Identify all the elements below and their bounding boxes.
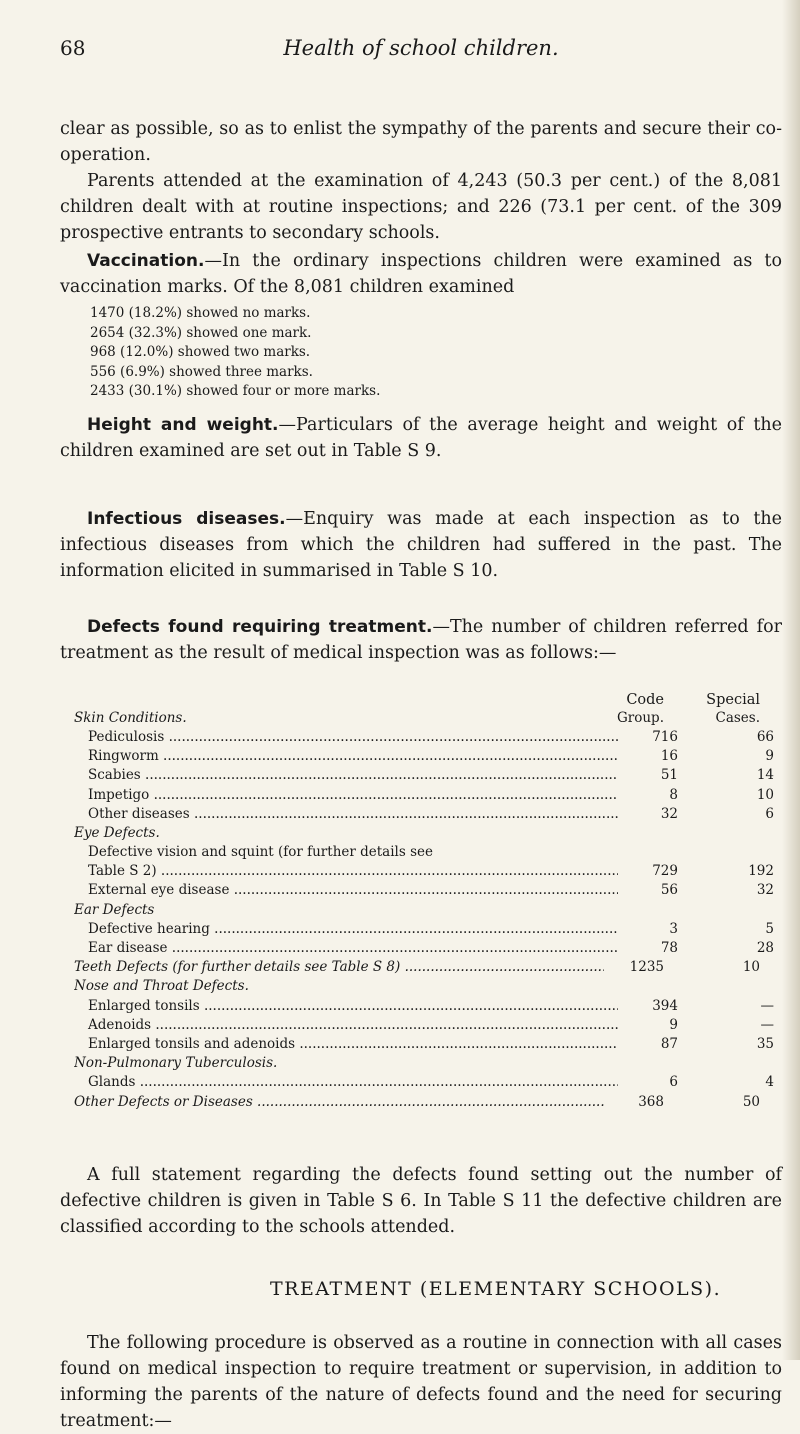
code-group-value: 716: [652, 728, 678, 745]
list-item: 968 (12.0%) showed two marks.: [90, 344, 311, 360]
row-label: Ringworm .....: [74, 748, 618, 764]
height-weight-heading: Height and weight.: [87, 415, 279, 435]
table-row: [74, 958, 782, 977]
special-cases-value: —: [760, 997, 774, 1014]
special-cases-value: —: [760, 1016, 774, 1033]
paragraph-procedure: The following procedure is observed as a routine in connection with all cases found on medical inspection to require treatment or supervision, in addition to informing the parents of the nature of defects found and the need for securing treatment:—: [60, 1333, 782, 1431]
paragraph-vaccination: [60, 248, 782, 300]
paragraph-infectious: [60, 506, 782, 584]
table-row: [74, 747, 782, 766]
defects-heading: Defects found requiring treatment.: [87, 617, 433, 637]
code-group-value: 8: [669, 786, 678, 803]
vaccination-heading: Vaccination.: [87, 251, 205, 271]
table-row: [74, 862, 782, 881]
special-cases-value: 35: [756, 1035, 774, 1052]
table-row: [74, 938, 782, 957]
page-header: [60, 36, 782, 70]
paragraph-parents: Parents attended at the examination of 4,243 (50.3 per cent.) of the 8,081 children dealt with at routine inspections; and 226 (73.1 per cent. of the 309 prospective entrants to secondary schools.: [60, 171, 782, 243]
paragraph-intro-end: clear as possible, so as to enlist the sympathy of the parents and secure their co-operation.: [60, 119, 782, 165]
row-label: Other Defects or Diseases .....: [74, 1094, 604, 1110]
column-header-group: Group.: [617, 709, 664, 726]
row-label: Teeth Defects (for further details see Table S 8) .....: [74, 959, 604, 975]
code-group-value: 6: [669, 1074, 678, 1091]
table-row: [74, 1015, 782, 1034]
code-group-value: 394: [652, 997, 678, 1014]
row-label: Table S 2) .....: [74, 863, 618, 879]
row-label: Ear Defects: [74, 901, 155, 918]
table-row: [74, 996, 782, 1015]
row-label: Enlarged tonsils and adenoids .....: [74, 1036, 618, 1052]
row-label: Eye Defects.: [74, 824, 160, 841]
row-label: Adenoids .....: [74, 1017, 618, 1033]
code-group-value: 9: [669, 1016, 678, 1033]
table-row: [74, 1073, 782, 1092]
row-label: Enlarged tonsils .....: [74, 998, 618, 1014]
table-row: [74, 1054, 782, 1073]
row-label: Pediculosis .....: [74, 729, 618, 745]
special-cases-value: 50: [742, 1093, 760, 1110]
code-group-value: 368: [638, 1093, 664, 1110]
page-edge-shadow: [782, 0, 800, 1360]
code-group-value: 87: [660, 1035, 678, 1052]
row-label: Glands .....: [74, 1074, 618, 1090]
vaccination-text: —In the ordinary inspections children were examined as to vaccination marks. Of the 8,081 children examined: [60, 251, 782, 297]
paragraph-height-weight: [60, 412, 782, 464]
height-weight-text: —Particulars of the average height and weight of the children examined are set out in Table S 9.: [60, 415, 783, 461]
row-label: Defective vision and squint (for further details see: [88, 844, 433, 861]
code-group-value: 1235: [629, 959, 664, 976]
code-group-value: 78: [660, 940, 678, 957]
special-cases-value: 32: [756, 882, 774, 899]
column-header-cases: Cases.: [715, 709, 760, 726]
column-header-special: Special: [706, 691, 760, 708]
row-label: Scabies .....: [74, 767, 618, 783]
table-row: [74, 804, 782, 823]
paragraph-defects-intro: [60, 614, 782, 666]
row-label: Non-Pulmonary Tuberculosis.: [74, 1055, 278, 1072]
running-title: Health of school children.: [283, 36, 559, 60]
list-item: 2654 (32.3%) showed one mark.: [90, 324, 312, 341]
table-row: [74, 727, 782, 746]
special-cases-value: 5: [765, 920, 774, 937]
treatment-heading: TREATMENT (ELEMENTARY SCHOOLS).: [270, 1278, 722, 1300]
row-label: Ear disease .....: [74, 940, 618, 956]
special-cases-value: 10: [742, 959, 760, 976]
table-row: [74, 766, 782, 785]
special-cases-value: 4: [765, 1074, 774, 1091]
table-row: [74, 977, 782, 996]
infectious-heading: Infectious diseases.: [87, 509, 286, 529]
row-label: Defective hearing .....: [74, 921, 618, 937]
list-item: 2433 (30.1%) showed four or more marks.: [90, 383, 381, 399]
page-number: 68: [60, 36, 86, 60]
document-page: [60, 36, 782, 70]
table-row: [74, 919, 782, 938]
code-group-value: 729: [652, 863, 678, 880]
code-group-value: 16: [660, 748, 678, 765]
special-cases-value: 66: [756, 728, 774, 745]
column-header-code: Code: [626, 691, 664, 708]
special-cases-value: 9: [765, 748, 774, 765]
special-cases-value: 6: [765, 805, 774, 822]
table-row: [74, 785, 782, 804]
row-label: External eye disease .....: [74, 882, 618, 898]
list-item: 1470 (18.2%) showed no marks.: [90, 305, 311, 321]
table-row: [74, 843, 782, 862]
special-cases-value: 10: [756, 786, 774, 803]
vaccination-list: [90, 304, 380, 402]
table-header-row-2: [74, 708, 782, 727]
code-group-value: 56: [660, 882, 678, 899]
table-row: [74, 823, 782, 842]
list-item: 556 (6.9%) showed three marks.: [90, 363, 313, 380]
code-group-value: 32: [660, 805, 678, 822]
code-group-value: 51: [660, 767, 678, 784]
row-label: Impetigo .....: [74, 787, 618, 803]
category-label: Skin Conditions.: [74, 709, 187, 726]
special-cases-value: 14: [756, 767, 774, 784]
defects-intro-text: —The number of children referred for treatment as the result of medical inspection was as follows:—: [60, 617, 782, 663]
defect-rows: [74, 727, 782, 1111]
row-label: Nose and Throat Defects.: [74, 978, 249, 995]
code-group-value: 3: [669, 920, 678, 937]
table-row: [74, 900, 782, 919]
defects-table: [74, 691, 782, 1111]
table-row: [74, 1092, 782, 1111]
row-label: Other diseases .....: [74, 806, 618, 822]
special-cases-value: 192: [748, 863, 774, 880]
paragraph-full-statement: A full statement regarding the defects found setting out the number of defective children is given in Table S 6. In Table S 11 the defective children are classified according to the schools attended.: [60, 1165, 782, 1237]
table-row: [74, 881, 782, 900]
table-header-row: [74, 690, 782, 709]
special-cases-value: 28: [756, 940, 774, 957]
table-row: [74, 1034, 782, 1053]
infectious-text: —Enquiry was made at each inspection as to the infectious diseases from which the children had suffered in the past. The information elicited in summarised in Table S 10.: [60, 509, 783, 581]
